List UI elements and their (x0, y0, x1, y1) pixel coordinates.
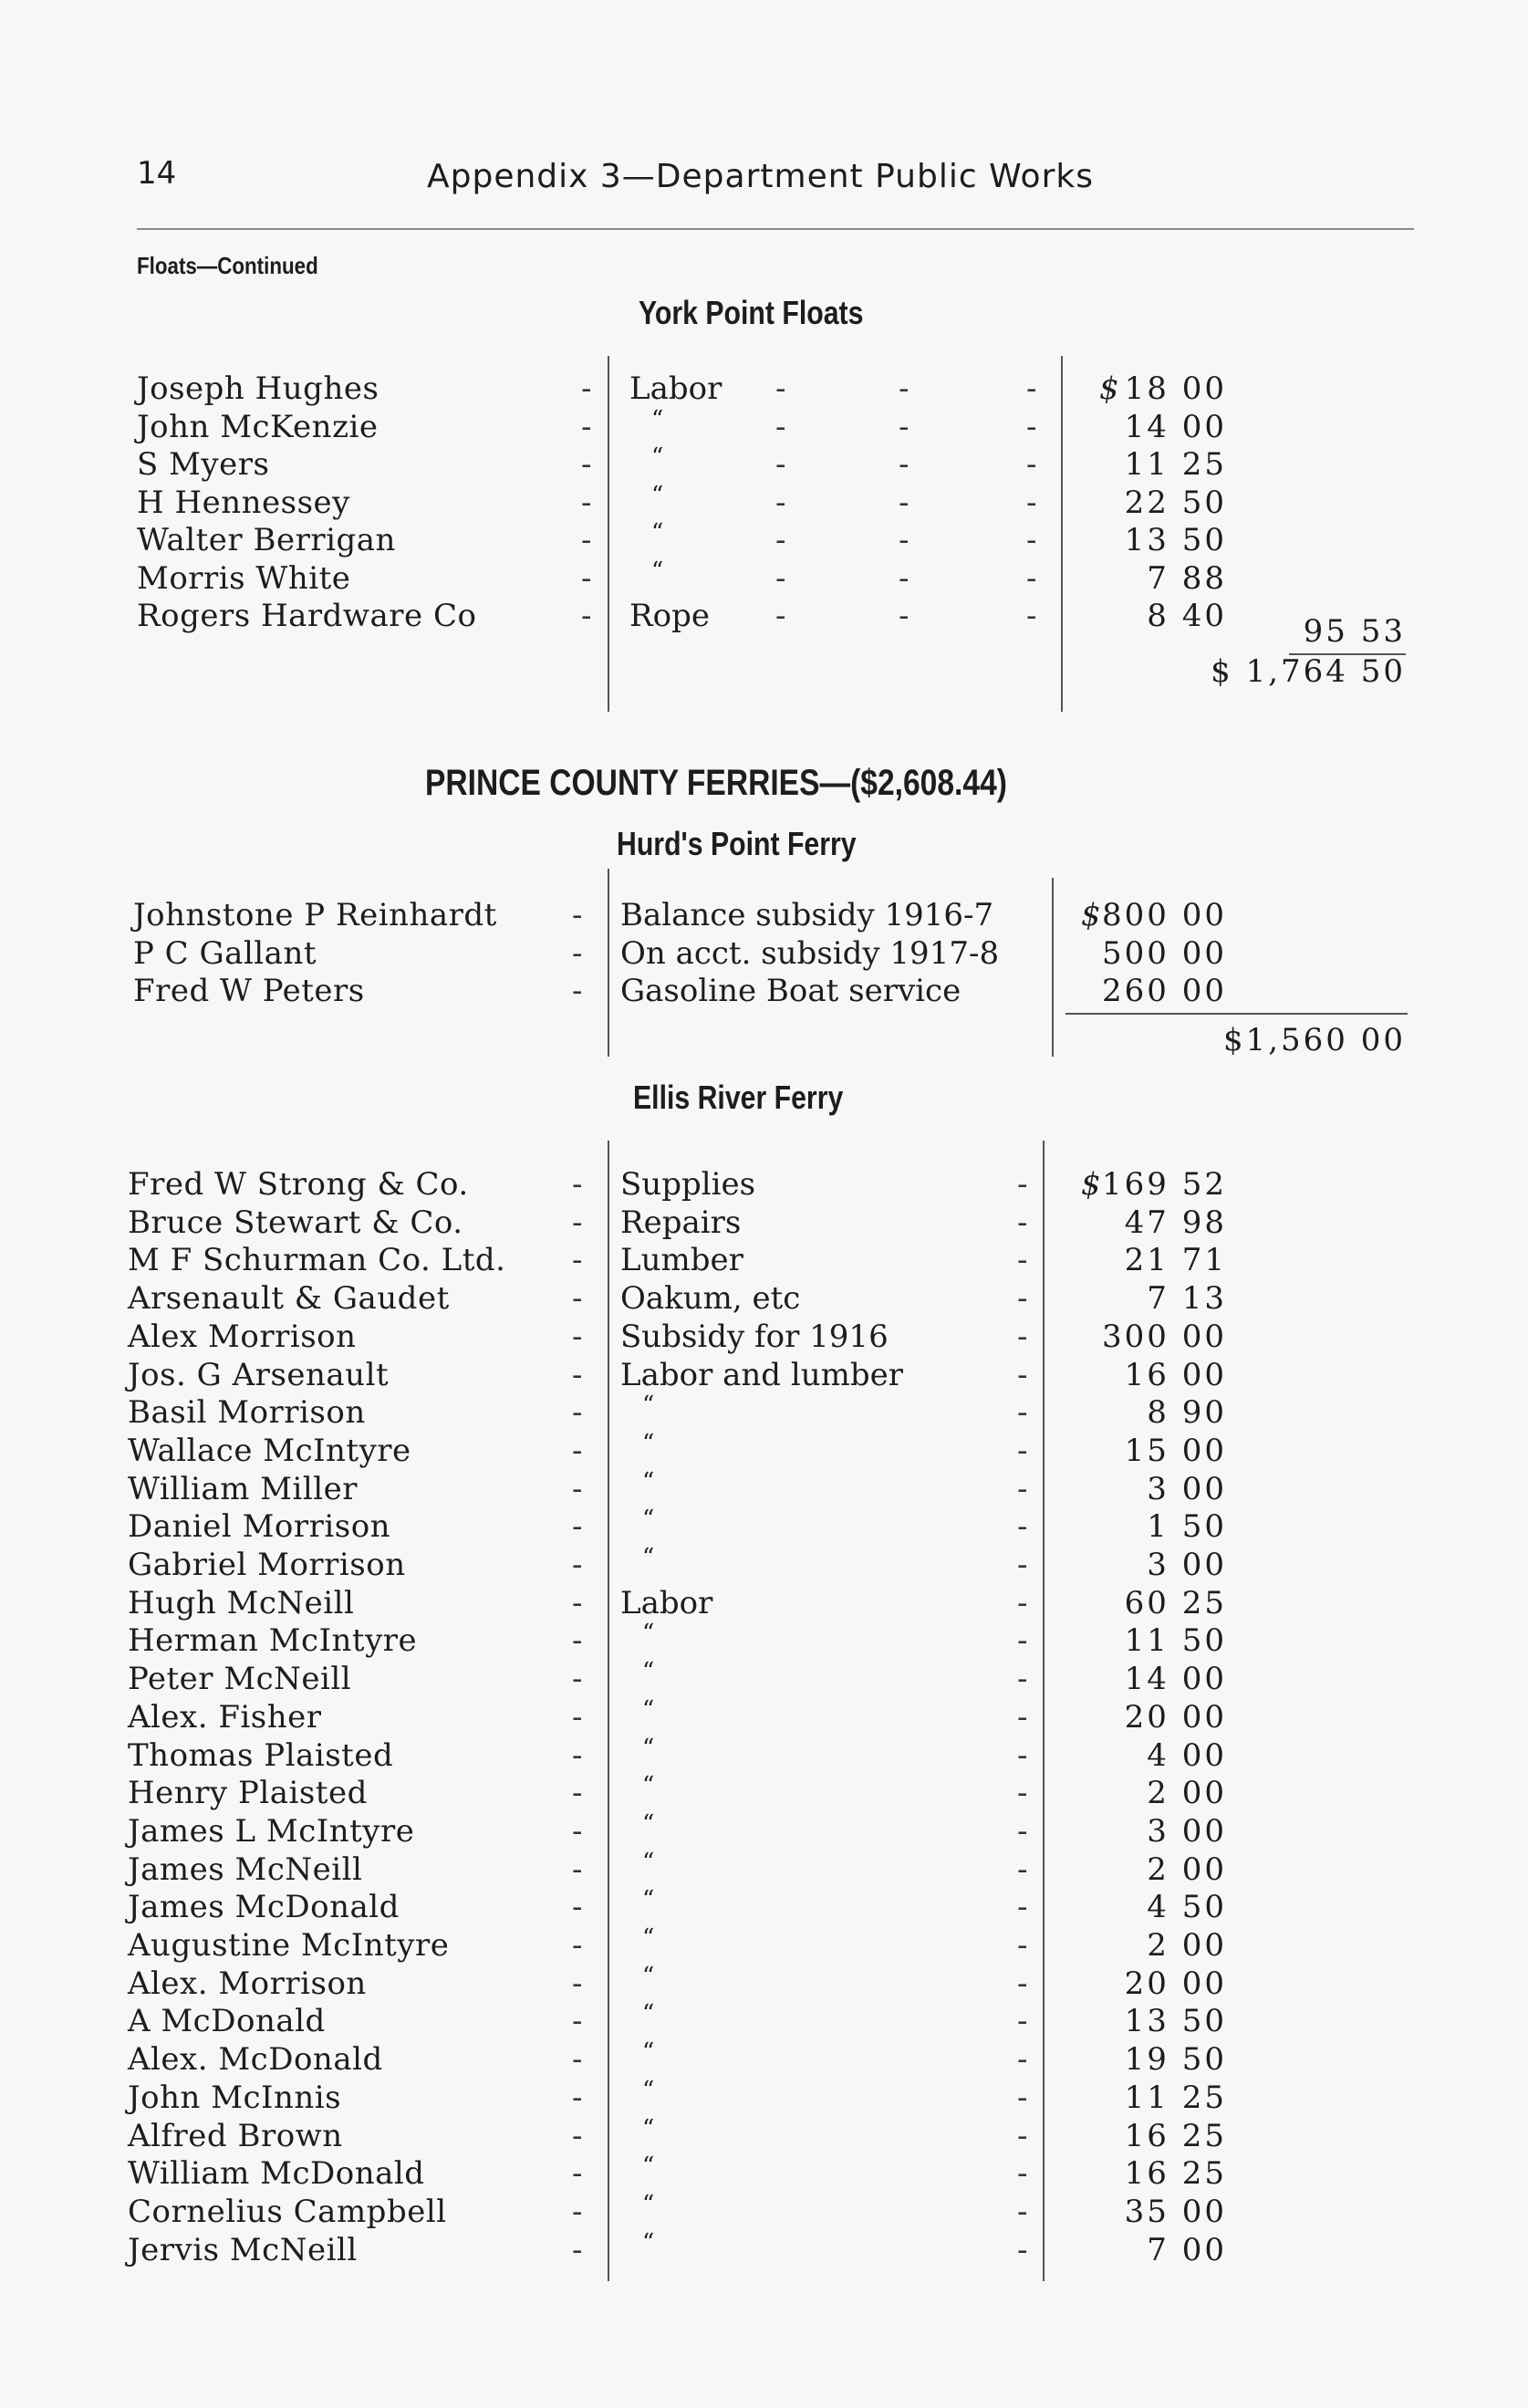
leader-dash: - (775, 408, 786, 445)
leader-dash: - (1017, 1204, 1028, 1241)
table-row (0, 2076, 1528, 2117)
payee-name: Johnstone P Reinhardt (133, 897, 497, 933)
amount: 15 00 (1124, 1432, 1227, 1469)
leader-dash: - (1017, 1850, 1028, 1888)
table-row (0, 1621, 1528, 1660)
ditto-mark: “ (651, 481, 668, 509)
ditto-mark: “ (642, 1429, 659, 1457)
payee-name: William McDonald (128, 2155, 425, 2193)
table-row (0, 1318, 1528, 1356)
page-header (137, 155, 1414, 201)
amount: 13 50 (1124, 2003, 1227, 2040)
payee-name: A McDonald (128, 2003, 326, 2040)
table-row (0, 2190, 1528, 2231)
table-row (0, 1660, 1528, 1698)
amount: 3 00 (1147, 1812, 1227, 1850)
leader-dash: - (572, 1280, 583, 1318)
payee-name: Alfred Brown (128, 2117, 343, 2154)
item-description: Subsidy for 1916 (620, 1318, 889, 1355)
table-row (0, 2228, 1528, 2269)
leader-dash: - (1017, 1889, 1028, 1926)
ditto-mark: “ (642, 1886, 659, 1914)
leader-dash: - (572, 2003, 583, 2040)
ditto-mark: “ (651, 557, 668, 585)
leader-dash: - (1026, 598, 1037, 634)
leader-dash: - (581, 370, 592, 407)
payee-name: M F Schurman Co. Ltd. (128, 1242, 506, 1279)
leader-dash: - (1017, 1547, 1028, 1583)
amount: 800 00 (1102, 897, 1227, 933)
leader-dash: - (581, 408, 592, 445)
payee-name: S Myers (137, 446, 270, 483)
table-row (0, 1736, 1528, 1775)
payee-name: Hugh McNeill (128, 1584, 355, 1621)
leader-dash: - (1017, 2041, 1028, 2079)
currency-symbol: $ (1081, 1166, 1101, 1203)
leader-dash: - (899, 559, 910, 597)
table-row (0, 1809, 1528, 1850)
table-row (0, 1546, 1528, 1584)
floats-grand-total: $ 1,764 50 (1211, 653, 1406, 690)
amount: 3 00 (1147, 1470, 1227, 1507)
leader-dash: - (1017, 1242, 1028, 1279)
table-row (0, 1356, 1528, 1394)
ditto-mark: “ (642, 1924, 659, 1952)
leader-dash: - (1017, 1508, 1028, 1546)
leader-dash: - (1017, 1698, 1028, 1736)
amount: 1 50 (1147, 1508, 1227, 1546)
payee-name: Henry Plaisted (128, 1775, 368, 1812)
table-row (0, 597, 1528, 635)
payee-name: Jos. G Arsenault (128, 1356, 390, 1393)
leader-dash: - (1017, 2003, 1028, 2040)
amount: 2 00 (1147, 1775, 1227, 1812)
amount: 7 88 (1147, 559, 1227, 597)
running-title: Appendix 3—Department Public Works (427, 158, 1094, 195)
payee-name: Fred W Peters (133, 973, 365, 1009)
ditto-mark: “ (642, 1962, 659, 1990)
amount: 4 00 (1147, 1736, 1227, 1774)
leader-dash: - (1026, 446, 1037, 483)
leader-dash: - (572, 2041, 583, 2079)
ditto-mark: “ (642, 1695, 659, 1724)
leader-dash: - (572, 1850, 583, 1888)
leader-dash: - (775, 446, 786, 483)
table-row (0, 1584, 1528, 1622)
leader-dash: - (572, 1812, 583, 1850)
payee-name: William Miller (128, 1470, 358, 1507)
leader-dash: - (1017, 1280, 1028, 1318)
leader-dash: - (1017, 1318, 1028, 1355)
leader-dash: - (572, 1166, 583, 1203)
leader-dash: - (1017, 1470, 1028, 1507)
leader-dash: - (775, 598, 786, 634)
leader-dash: - (572, 2193, 583, 2230)
leader-dash: - (572, 1432, 583, 1469)
leader-dash: - (572, 1698, 583, 1736)
payee-name: Joseph Hughes (137, 370, 379, 407)
payee-name: Daniel Morrison (128, 1508, 391, 1546)
ditto-mark: “ (642, 1392, 659, 1420)
payee-name: Peter McNeill (128, 1661, 352, 1698)
leader-dash: - (1017, 1736, 1028, 1774)
leader-dash: - (1026, 408, 1037, 445)
leader-dash: - (572, 1318, 583, 1355)
table-row (0, 1204, 1528, 1242)
leader-dash: - (1026, 522, 1037, 558)
item-description: Labor (620, 1584, 713, 1621)
leader-dash: - (1026, 370, 1037, 407)
leader-dash: - (775, 370, 786, 407)
leader-dash: - (1017, 1432, 1028, 1469)
leader-dash: - (775, 559, 786, 597)
leader-dash: - (1017, 1812, 1028, 1850)
leader-dash: - (572, 2231, 583, 2268)
table-row (0, 521, 1528, 559)
leader-dash: - (1017, 1661, 1028, 1698)
table-row (0, 934, 1528, 973)
payee-name: H Hennessey (137, 484, 350, 521)
currency-symbol: $ (1081, 897, 1101, 933)
leader-dash: - (572, 1965, 583, 2002)
table-row (0, 2002, 1528, 2040)
leader-dash: - (572, 897, 583, 933)
payee-name: Alex. Morrison (128, 1965, 367, 2002)
table-row (0, 481, 1528, 522)
leader-dash: - (1017, 2155, 1028, 2193)
table-row (0, 559, 1528, 598)
amount: 500 00 (1102, 934, 1227, 972)
payee-name: Walter Berrigan (137, 522, 396, 558)
table-row (0, 1774, 1528, 1812)
amount: 11 50 (1124, 1622, 1227, 1660)
amount: 16 25 (1124, 2155, 1227, 2193)
amount: 35 00 (1124, 2193, 1227, 2230)
amount: 169 52 (1102, 1166, 1227, 1203)
payee-name: John McInnis (128, 2079, 342, 2116)
item-description: Labor (629, 370, 722, 407)
amount: 2 00 (1147, 1850, 1227, 1888)
table-row (0, 1429, 1528, 1470)
ellis-river-heading: Ellis River Ferry (633, 1079, 844, 1116)
table-row (0, 2040, 1528, 2079)
hurds-point-heading: Hurd's Point Ferry (617, 825, 857, 862)
amount: 7 00 (1147, 2231, 1227, 2268)
table-row (0, 445, 1528, 484)
ditto-mark: “ (642, 1809, 659, 1838)
leader-dash: - (572, 1661, 583, 1698)
payee-name: Alex. Fisher (128, 1698, 322, 1736)
payee-name: Wallace McIntyre (128, 1432, 411, 1469)
leader-dash: - (1017, 1166, 1028, 1203)
table-row (0, 1165, 1528, 1204)
ditto-mark: “ (642, 1544, 659, 1571)
leader-dash: - (572, 2079, 583, 2116)
ditto-mark: “ (642, 2076, 659, 2104)
leader-dash: - (572, 2117, 583, 2154)
table-row (0, 370, 1528, 408)
leader-dash: - (899, 484, 910, 521)
leader-dash: - (572, 973, 583, 1009)
payee-name: Alex Morrison (128, 1318, 357, 1355)
item-description: Lumber (620, 1242, 743, 1279)
ditto-mark: “ (642, 2228, 659, 2257)
leader-dash: - (899, 408, 910, 445)
leader-dash: - (775, 484, 786, 521)
payee-name: James McDonald (128, 1889, 400, 1926)
leader-dash: - (572, 2155, 583, 2193)
item-description: On acct. subsidy 1917-8 (620, 934, 1000, 972)
table-row (0, 405, 1528, 446)
amount: 260 00 (1102, 973, 1227, 1009)
ditto-mark: “ (642, 1506, 659, 1534)
leader-dash: - (572, 934, 583, 972)
leader-dash: - (572, 1508, 583, 1546)
amount: 4 50 (1147, 1889, 1227, 1926)
amount: 8 40 (1147, 598, 1227, 634)
ditto-mark: “ (642, 2114, 659, 2142)
leader-dash: - (899, 598, 910, 634)
page-number: 14 (137, 155, 177, 192)
leader-dash: - (572, 1242, 583, 1279)
leader-dash: - (1017, 1775, 1028, 1812)
leader-dash: - (1026, 484, 1037, 521)
item-description: Balance subsidy 1916-7 (620, 897, 994, 933)
leader-dash: - (581, 559, 592, 597)
table-row (0, 1241, 1528, 1279)
leader-dash: - (581, 522, 592, 558)
payee-name: Jervis McNeill (128, 2231, 358, 2268)
amount: 14 00 (1124, 1661, 1227, 1698)
leader-dash: - (1017, 1356, 1028, 1393)
amount: 21 71 (1124, 1242, 1227, 1279)
amount: 13 50 (1124, 522, 1227, 558)
leader-dash: - (572, 1736, 583, 1774)
payee-name: John McKenzie (137, 408, 379, 445)
table-row (0, 2154, 1528, 2193)
ditto-mark: “ (642, 2190, 659, 2218)
leader-dash: - (572, 1204, 583, 1241)
ditto-mark: “ (642, 1772, 659, 1800)
leader-dash: - (1017, 1927, 1028, 1964)
leader-dash: - (1017, 1622, 1028, 1660)
ditto-mark: “ (642, 1658, 659, 1686)
leader-dash: - (572, 1356, 583, 1393)
leader-dash: - (1017, 2079, 1028, 2116)
payee-name: Augustine McIntyre (128, 1927, 450, 1964)
payee-name: Basil Morrison (128, 1394, 366, 1432)
payee-name: James L McIntyre (128, 1812, 415, 1850)
amount: 16 00 (1124, 1356, 1227, 1393)
amount: 22 50 (1124, 484, 1227, 521)
ditto-mark: “ (651, 443, 668, 471)
amount: 8 90 (1147, 1394, 1227, 1432)
amount: 47 98 (1124, 1204, 1227, 1241)
leader-dash: - (572, 1394, 583, 1432)
table-row (0, 1695, 1528, 1736)
payee-name: Cornelius Campbell (128, 2193, 447, 2230)
leader-dash: - (1017, 1584, 1028, 1621)
ditto-mark: “ (651, 519, 668, 547)
payee-name: Arsenault & Gaudet (128, 1280, 450, 1318)
currency-symbol: $ (1099, 370, 1119, 407)
item-description: Repairs (620, 1204, 742, 1241)
leader-dash: - (572, 1775, 583, 1812)
leader-dash: - (775, 522, 786, 558)
payee-name: P C Gallant (133, 934, 317, 972)
amount: 11 25 (1124, 2079, 1227, 2116)
ditto-mark: “ (642, 1734, 659, 1762)
prince-county-heading: PRINCE COUNTY FERRIES—($2,608.44) (425, 763, 1007, 803)
table-row (0, 1888, 1528, 1926)
table-row (0, 972, 1528, 1010)
leader-dash: - (1017, 2193, 1028, 2230)
ditto-mark: “ (642, 1620, 659, 1648)
leader-dash: - (572, 1584, 583, 1621)
amount: 16 25 (1124, 2117, 1227, 2154)
amount: 14 00 (1124, 408, 1227, 445)
amount: 2 00 (1147, 1927, 1227, 1964)
york-subtotal: 95 53 (1303, 613, 1406, 650)
amount: 11 25 (1124, 446, 1227, 483)
table-row (0, 896, 1528, 934)
amount: 60 25 (1124, 1584, 1227, 1621)
leader-dash: - (1017, 2231, 1028, 2268)
amount: 20 00 (1124, 1698, 1227, 1736)
york-point-heading: York Point Floats (639, 294, 864, 331)
leader-dash: - (572, 1470, 583, 1507)
leader-dash: - (899, 370, 910, 407)
table-row (0, 1507, 1528, 1546)
amount: 18 00 (1124, 370, 1227, 407)
leader-dash: - (572, 1547, 583, 1583)
amount: 20 00 (1124, 1965, 1227, 2002)
payee-name: James McNeill (128, 1850, 363, 1888)
payee-name: Thomas Plaisted (128, 1736, 394, 1774)
amount: 7 13 (1147, 1280, 1227, 1318)
header-rule (137, 228, 1414, 230)
table-row (0, 2114, 1528, 2155)
ditto-mark: “ (651, 405, 668, 433)
hurds-total-rule (1065, 1013, 1408, 1015)
item-description: Labor and lumber (620, 1356, 904, 1393)
leader-dash: - (572, 1889, 583, 1926)
leader-dash: - (581, 484, 592, 521)
amount: 19 50 (1124, 2041, 1227, 2079)
leader-dash: - (581, 446, 592, 483)
leader-dash: - (899, 522, 910, 558)
payee-name: Herman McIntyre (128, 1622, 418, 1660)
leader-dash: - (1026, 559, 1037, 597)
leader-dash: - (1017, 1965, 1028, 2002)
table-row (0, 1962, 1528, 2003)
payee-name: Alex. McDonald (128, 2041, 383, 2079)
leader-dash: - (581, 598, 592, 634)
floats-continued-label: Floats—Continued (137, 252, 318, 279)
table-row (0, 1850, 1528, 1889)
ditto-mark: “ (642, 2153, 659, 2181)
amount: 3 00 (1147, 1547, 1227, 1583)
ditto-mark: “ (642, 2038, 659, 2067)
table-row (0, 1467, 1528, 1508)
payee-name: Gabriel Morrison (128, 1547, 406, 1583)
ditto-mark: “ (642, 2000, 659, 2028)
item-description: Supplies (620, 1166, 756, 1203)
item-description: Oakum, etc (620, 1280, 801, 1318)
ditto-mark: “ (642, 1848, 659, 1876)
payee-name: Morris White (137, 559, 351, 597)
item-description: Rope (629, 598, 710, 634)
table-row (0, 1393, 1528, 1432)
leader-dash: - (572, 1622, 583, 1660)
hurds-total: $1,560 00 (1222, 1022, 1406, 1058)
leader-dash: - (1017, 2117, 1028, 2154)
leader-dash: - (899, 446, 910, 483)
payee-name: Fred W Strong & Co. (128, 1166, 469, 1203)
leader-dash: - (572, 1927, 583, 1964)
payee-name: Rogers Hardware Co (137, 598, 477, 634)
amount: 300 00 (1102, 1318, 1227, 1355)
table-row (0, 1279, 1528, 1318)
table-row (0, 1926, 1528, 1965)
leader-dash: - (1017, 1394, 1028, 1432)
ditto-mark: “ (642, 1467, 659, 1496)
payee-name: Bruce Stewart & Co. (128, 1204, 463, 1241)
item-description: Gasoline Boat service (620, 973, 961, 1009)
